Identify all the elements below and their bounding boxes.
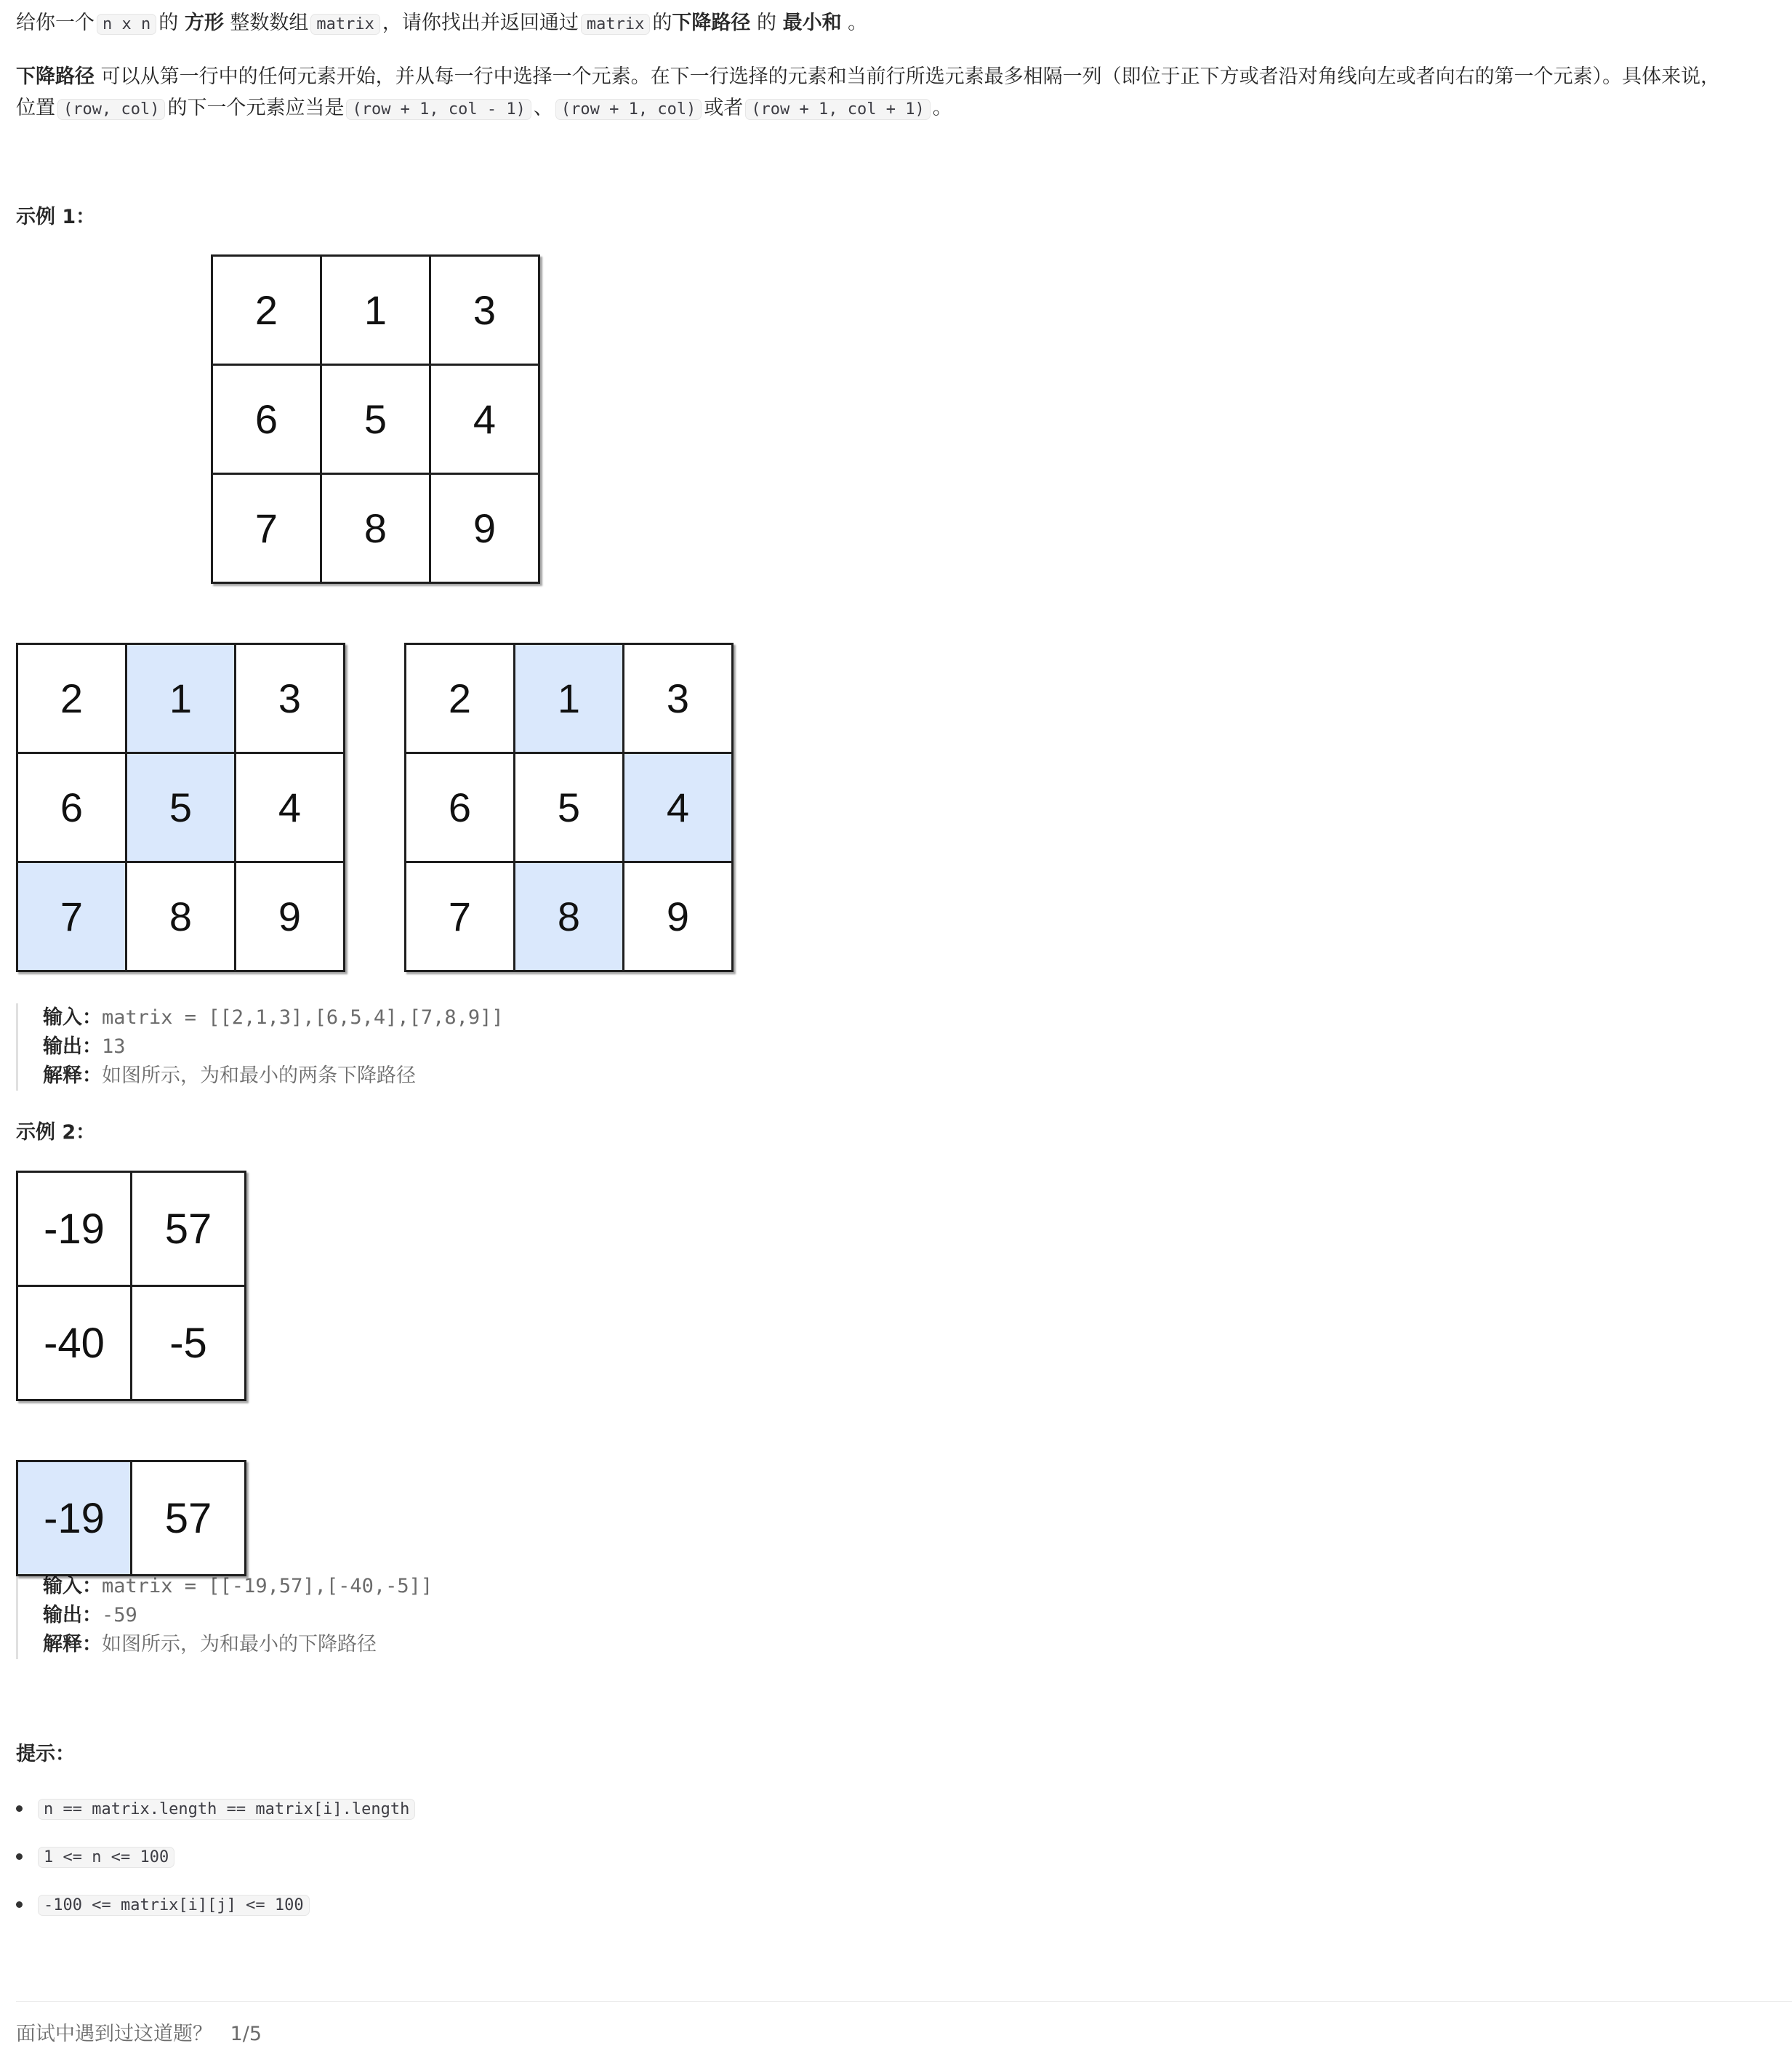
hint-code: n == matrix.length == matrix[i].length: [38, 1799, 415, 1820]
grid-cell: 7: [406, 862, 515, 971]
divider: [16, 2001, 1792, 2002]
intro-text: 或者: [704, 97, 744, 119]
grid-cell: -40: [17, 1286, 132, 1400]
explain-value: 如图所示，为和最小的两条下降路径: [102, 1064, 416, 1087]
input-label: 输入：: [43, 1006, 102, 1029]
input-label: 输入：: [43, 1575, 102, 1597]
intro-text: 的: [756, 12, 776, 34]
interview-prompt[interactable]: [16, 2018, 262, 2046]
bold-term: 最小和: [782, 12, 842, 34]
inline-code: (row + 1, col - 1): [346, 99, 531, 120]
grid-cell: 3: [430, 256, 539, 365]
grid-cell-highlighted: -19: [17, 1461, 132, 1576]
example-explain-line: [43, 1062, 504, 1091]
interview-question[interactable]: 面试中遇到过这道题？: [16, 2023, 212, 2045]
bullet-icon: [16, 1805, 23, 1812]
grid-cell: -5: [132, 1286, 246, 1400]
grid-cell: 9: [624, 862, 733, 971]
example-input-line: [43, 1003, 504, 1032]
input-value: matrix = [[2,1,3],[6,5,4],[7,8,9]]: [102, 1006, 504, 1029]
inline-code: matrix: [581, 14, 650, 35]
hint-code: 1 <= n <= 100: [38, 1847, 174, 1868]
hint-item: [16, 1794, 417, 1824]
grid-cell: 6: [406, 753, 515, 862]
example-2-path-grid: [16, 1460, 246, 1576]
grid-cell: 2: [212, 256, 321, 365]
intro-text: 整数数组: [230, 12, 309, 34]
grid-cell-highlighted: 1: [126, 644, 236, 753]
intro-text: 可以从第一行中的任何元素开始，并从每一行中选择一个元素。在下一行选择的元素和当前行所选元素最多相隔一列（即位于正下方或者沿对角线向左或者向右的第一个元素）。具体来说，: [100, 65, 1721, 88]
bullet-icon: [16, 1901, 23, 1908]
example-2-heading: 示例 2：: [16, 1121, 96, 1144]
grid-cell: 9: [236, 862, 345, 971]
example-2-io: [16, 1572, 433, 1659]
grid-cell: 3: [624, 644, 733, 753]
grid-cell: 5: [515, 753, 624, 862]
example-input-line: [43, 1572, 433, 1601]
grid-cell: 4: [430, 365, 539, 474]
intro-text: 的: [158, 12, 179, 34]
intro-text: 给你一个: [16, 12, 95, 34]
example-1-path-grid-a: [16, 643, 345, 972]
grid-cell-highlighted: 8: [515, 862, 624, 971]
intro-text: 位置: [16, 97, 55, 119]
intro-paragraph-3: [16, 92, 952, 125]
output-label: 输出：: [43, 1035, 102, 1058]
example-output-line: [43, 1032, 504, 1062]
example-output-line: [43, 1601, 433, 1630]
grid-cell: 57: [132, 1172, 246, 1286]
interview-counter: 1/5: [230, 2023, 262, 2045]
grid-cell-highlighted: 5: [126, 753, 236, 862]
grid-cell-highlighted: 7: [17, 862, 126, 971]
hint-item: [16, 1890, 312, 1920]
grid-cell-highlighted: 1: [515, 644, 624, 753]
intro-text: 的下一个元素应当是: [167, 97, 345, 119]
explain-value: 如图所示，为和最小的下降路径: [102, 1633, 377, 1656]
explain-label: 解释：: [43, 1064, 102, 1087]
explain-label: 解释：: [43, 1633, 102, 1656]
grid-cell: 3: [236, 644, 345, 753]
example-2-grid: [16, 1171, 246, 1401]
example-explain-line: [43, 1630, 433, 1659]
grid-cell: 57: [132, 1461, 246, 1576]
grid-cell: 8: [321, 474, 430, 583]
hint-code: -100 <= matrix[i][j] <= 100: [38, 1895, 310, 1916]
grid-cell: 6: [17, 753, 126, 862]
example-1-heading: 示例 1：: [16, 206, 96, 228]
output-value: 13: [102, 1035, 126, 1058]
example-1-grid: [211, 254, 540, 584]
grid-cell: 8: [126, 862, 236, 971]
inline-code: (row + 1, col + 1): [745, 99, 930, 120]
grid-cell: 4: [236, 753, 345, 862]
intro-text: 。: [848, 12, 868, 34]
intro-paragraph-1: [16, 7, 867, 40]
bold-term: 下降路径: [672, 12, 751, 34]
hints-heading: 提示：: [16, 1743, 75, 1765]
grid-cell: 2: [17, 644, 126, 753]
grid-cell: 2: [406, 644, 515, 753]
grid-cell-highlighted: 4: [624, 753, 733, 862]
grid-cell: 1: [321, 256, 430, 365]
grid-cell: 7: [212, 474, 321, 583]
input-value: matrix = [[-19,57],[-40,-5]]: [102, 1575, 433, 1597]
inline-code: matrix: [310, 14, 379, 35]
inline-code: (row, col): [57, 99, 165, 120]
grid-cell: -19: [17, 1172, 132, 1286]
intro-paragraph-2: [16, 61, 1720, 92]
bold-term: 下降路径: [16, 65, 95, 88]
bold-term: 方形: [184, 12, 224, 34]
example-1-path-grid-b: [404, 643, 734, 972]
example-1-io: [16, 1003, 504, 1091]
intro-text: ，请你找出并返回通过: [382, 12, 579, 34]
output-label: 输出：: [43, 1604, 102, 1626]
intro-text: 的: [652, 12, 672, 34]
inline-code: (row + 1, col): [555, 99, 702, 120]
grid-cell: 6: [212, 365, 321, 474]
intro-text: 。: [932, 97, 952, 119]
hint-item: [16, 1842, 177, 1872]
bullet-icon: [16, 1853, 23, 1860]
output-value: -59: [102, 1604, 137, 1626]
grid-cell: 5: [321, 365, 430, 474]
inline-code: n x n: [97, 14, 156, 35]
intro-text: 、: [533, 97, 553, 119]
grid-cell: 9: [430, 474, 539, 583]
